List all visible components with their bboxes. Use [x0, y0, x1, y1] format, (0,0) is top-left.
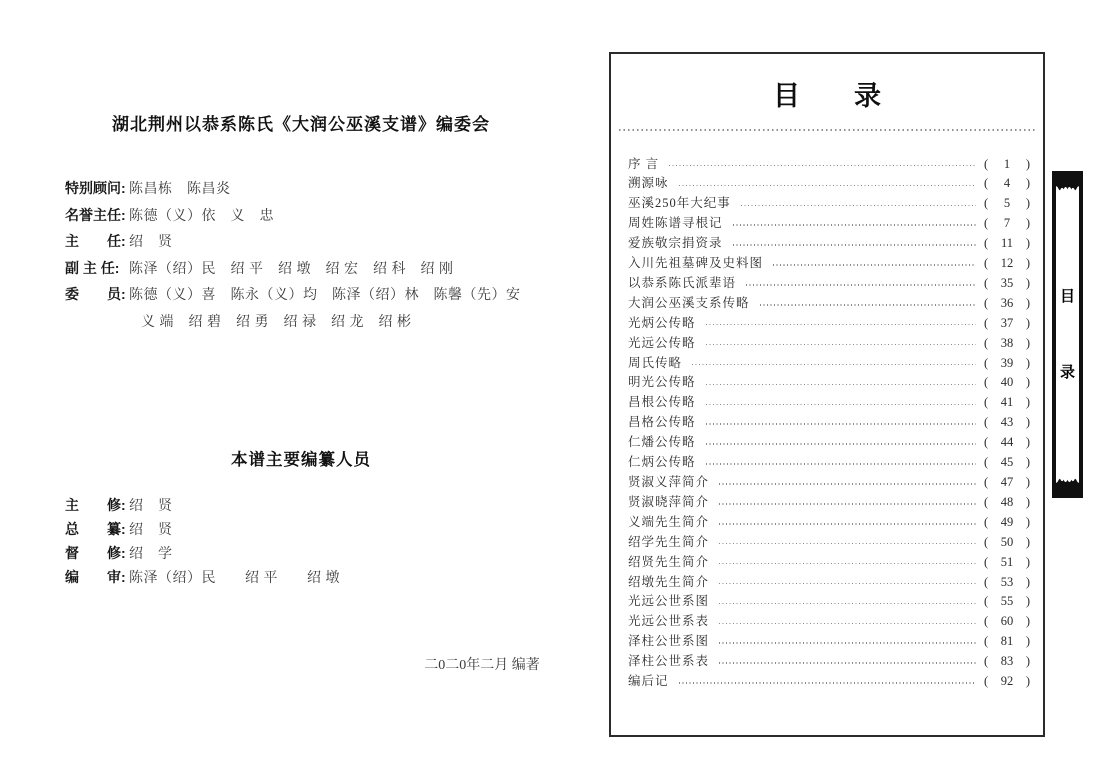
paren-close: ) — [1025, 196, 1030, 211]
role-row — [65, 519, 340, 543]
paren-open: ( — [984, 355, 989, 370]
toc-dot-leader — [719, 483, 976, 485]
paren-open: ( — [984, 196, 989, 211]
toc-page-number: 40 — [1000, 375, 1014, 390]
toc-title: 目 录 — [773, 81, 881, 111]
toc-entry-page — [984, 196, 1030, 211]
role-row — [65, 543, 340, 567]
toc-entry-title: 泽柱公世系表 — [628, 654, 710, 669]
role-label: 委 员: — [65, 286, 126, 302]
role-label: 编 审: — [65, 569, 126, 585]
role-names: 陈昌栋 陈昌炎 — [129, 182, 231, 197]
paren-open: ( — [984, 554, 989, 569]
paren-open: ( — [984, 335, 989, 350]
toc-entry-title: 绍学先生简介 — [628, 534, 710, 549]
toc-page-number: 36 — [1000, 295, 1014, 310]
toc-entry-page — [984, 515, 1030, 530]
toc-entry — [628, 293, 1030, 313]
committee-title: 湖北荆州以恭系陈氏《大润公巫溪支谱》编委会 — [112, 115, 490, 134]
toc-page-number: 41 — [1000, 395, 1014, 410]
role-row — [65, 205, 521, 232]
role-label: 督 修: — [65, 545, 126, 561]
role-names: 绍 贤 — [129, 235, 173, 250]
toc-entry-page — [984, 176, 1030, 191]
toc-page-number: 49 — [1000, 514, 1014, 529]
toc-separator — [619, 129, 1035, 131]
toc-entry-page — [984, 634, 1030, 649]
paren-open: ( — [984, 415, 989, 430]
toc-entry-title: 编后记 — [628, 674, 669, 689]
paren-close: ) — [1025, 654, 1030, 669]
side-tab — [1052, 171, 1083, 498]
toc-entry-title: 光远公世系图 — [628, 594, 710, 609]
toc-entry-page — [984, 555, 1030, 570]
toc-dot-leader — [719, 642, 976, 644]
toc-entry-page — [984, 495, 1030, 510]
side-tab-char-1: 目 — [1059, 289, 1075, 305]
toc-dot-leader — [733, 224, 976, 226]
toc-dot-leader — [679, 682, 976, 684]
toc-entry — [628, 173, 1030, 193]
toc-entry-page — [984, 395, 1030, 410]
toc-dot-leader — [679, 185, 976, 187]
paren-close: ) — [1025, 375, 1030, 390]
toc-entry-title: 泽柱公世系图 — [628, 634, 710, 649]
toc-entry-title: 周氏传略 — [628, 355, 683, 370]
paren-close: ) — [1025, 614, 1030, 629]
paren-close: ) — [1025, 256, 1030, 271]
toc-entry-page — [984, 375, 1030, 390]
toc-page-number: 43 — [1000, 415, 1014, 430]
toc-dot-leader — [719, 662, 976, 664]
toc-entry-title: 昌根公传略 — [628, 395, 696, 410]
toc-page-number: 35 — [1000, 275, 1014, 290]
toc-entry — [628, 333, 1030, 353]
side-tab-char-2: 录 — [1059, 365, 1075, 381]
toc-entry-title: 大润公巫溪支系传略 — [628, 295, 750, 310]
paren-close: ) — [1025, 236, 1030, 251]
toc-dot-leader — [706, 324, 976, 326]
paren-close: ) — [1025, 435, 1030, 450]
toc-entry — [628, 552, 1030, 572]
toc-entry-page — [984, 674, 1030, 689]
paren-open: ( — [984, 176, 989, 191]
paren-open: ( — [984, 395, 989, 410]
scroll-ornament-icon — [1056, 476, 1079, 486]
toc-entry — [628, 492, 1030, 512]
paren-open: ( — [984, 236, 989, 251]
role-names: 陈德（义）依 义 忠 — [129, 208, 274, 224]
toc-entry — [628, 512, 1030, 532]
toc-entry — [628, 392, 1030, 412]
toc-entry-page — [984, 216, 1030, 231]
paren-open: ( — [984, 514, 989, 529]
toc-entry-page — [984, 356, 1030, 371]
paren-close: ) — [1025, 395, 1030, 410]
toc-dot-leader — [760, 304, 976, 306]
paren-close: ) — [1025, 554, 1030, 569]
paren-close: ) — [1025, 355, 1030, 370]
paren-close: ) — [1025, 335, 1030, 350]
toc-entry — [628, 412, 1030, 432]
toc-dot-leader — [746, 284, 976, 286]
toc-dot-leader — [706, 463, 976, 465]
role-row — [65, 258, 521, 285]
paren-open: ( — [984, 295, 989, 310]
paren-close: ) — [1025, 295, 1030, 310]
toc-dot-leader — [741, 205, 976, 207]
toc-entry-title: 昌格公传略 — [628, 415, 696, 430]
paren-close: ) — [1025, 315, 1030, 330]
role-row — [65, 495, 340, 519]
paren-open: ( — [984, 634, 989, 649]
toc-entry-title: 贤淑义萍简介 — [628, 475, 710, 489]
paren-open: ( — [984, 534, 989, 549]
toc-entry-page — [984, 336, 1030, 351]
toc-entry — [628, 193, 1030, 213]
toc-entry — [628, 472, 1030, 492]
toc-entry-page — [984, 575, 1030, 590]
left-page — [62, 0, 540, 767]
toc-entry-title: 绍贤先生简介 — [628, 554, 710, 569]
toc-entry — [628, 353, 1030, 373]
toc-entry — [628, 432, 1030, 452]
role-label: 副 主 任: — [65, 259, 120, 276]
toc-entry-title: 明光公传略 — [628, 375, 696, 390]
paren-close: ) — [1025, 514, 1030, 529]
toc-entry-page — [984, 157, 1030, 172]
toc-entry-page — [984, 316, 1030, 331]
role-label: 主 任: — [65, 233, 126, 249]
toc-entry-title: 仁炳公传略 — [628, 455, 696, 470]
toc-dot-leader — [719, 543, 976, 545]
role-row — [65, 567, 340, 591]
toc-entry — [628, 591, 1030, 611]
paren-open: ( — [984, 494, 989, 509]
toc-dot-leader — [706, 344, 976, 346]
role-label: 总 纂: — [65, 521, 126, 537]
toc-entry-page — [984, 296, 1030, 311]
publication-date: 二0二0年二月 编著 — [424, 658, 540, 673]
toc-page-number: 39 — [1000, 355, 1014, 370]
toc-page-number: 60 — [1000, 614, 1014, 629]
paren-close: ) — [1025, 634, 1030, 649]
toc-entry-page — [984, 475, 1030, 490]
toc-page-number: 81 — [1000, 634, 1014, 649]
paren-close: ) — [1025, 574, 1030, 589]
toc-entry — [628, 372, 1030, 392]
toc-entry-title: 爱族敬宗捐资录 — [628, 236, 723, 251]
toc-entry — [628, 532, 1030, 552]
toc-entry-page — [984, 654, 1030, 669]
role-label: 特别顾问: — [65, 180, 126, 196]
paren-open: ( — [984, 654, 989, 669]
toc-entry-title: 仁燔公传略 — [628, 435, 696, 450]
scroll-ornament-icon — [1056, 183, 1079, 193]
paren-open: ( — [984, 435, 989, 450]
toc-entry-page — [984, 535, 1030, 550]
editors-title: 本谱主要编纂人员 — [231, 451, 371, 469]
toc-dot-leader — [692, 364, 976, 366]
toc-dot-leader — [719, 603, 976, 605]
toc-entry-page — [984, 594, 1030, 609]
toc-page-number: 83 — [1000, 654, 1014, 669]
role-row — [65, 231, 521, 258]
toc-entry-title: 入川先祖墓碑及史料图 — [628, 256, 764, 271]
committee-roles-list — [65, 178, 521, 337]
paren-close: ) — [1025, 475, 1030, 489]
toc-entry-title: 光炳公传略 — [628, 315, 696, 330]
toc-dot-leader — [773, 264, 976, 266]
paren-open: ( — [984, 475, 989, 489]
toc-page-number: 1 — [1003, 156, 1011, 171]
toc-entry-title: 光远公世系表 — [628, 614, 710, 629]
role-row — [65, 178, 521, 205]
toc-dot-leader — [706, 423, 976, 425]
toc-dot-leader — [719, 523, 976, 525]
paren-open: ( — [984, 375, 989, 390]
toc-entry-title: 贤淑晓萍简介 — [628, 494, 710, 509]
toc-dot-leader — [669, 165, 976, 167]
toc-entry — [628, 671, 1030, 691]
toc-dot-leader — [706, 443, 976, 445]
toc-entry-page — [984, 236, 1030, 251]
toc-page-number: 48 — [1000, 494, 1014, 509]
toc-entry-title: 序 言 — [628, 156, 660, 171]
paren-open: ( — [984, 614, 989, 629]
paren-open: ( — [984, 315, 989, 330]
role-names: 陈德（义）喜 陈永（义）均 陈泽（绍）林 陈馨（先）安 — [129, 288, 521, 303]
toc-page-number: 47 — [1000, 475, 1014, 489]
toc-page-number: 38 — [1000, 335, 1014, 350]
paren-open: ( — [984, 275, 989, 290]
toc-page-number: 55 — [1000, 594, 1014, 609]
toc-page — [609, 52, 1045, 737]
role-label: 主 修: — [65, 497, 126, 513]
toc-entry — [628, 273, 1030, 293]
toc-page-number: 45 — [1000, 455, 1014, 470]
toc-page-number: 11 — [1000, 236, 1014, 251]
toc-entry — [628, 631, 1030, 651]
paren-open: ( — [984, 574, 989, 589]
toc-dot-leader — [719, 623, 976, 625]
toc-entry-page — [984, 256, 1030, 271]
side-tab-panel — [1055, 182, 1080, 487]
role-names: 绍 贤 — [129, 523, 173, 538]
paren-close: ) — [1025, 275, 1030, 290]
toc-entry — [628, 213, 1030, 233]
toc-entry — [628, 154, 1030, 174]
toc-page-number: 5 — [1003, 196, 1011, 211]
paren-open: ( — [984, 256, 989, 271]
editor-roles-list — [65, 495, 340, 591]
toc-dot-leader — [719, 563, 976, 565]
role-label: 名誉主任: — [65, 206, 126, 223]
paren-close: ) — [1025, 455, 1030, 470]
paren-close: ) — [1025, 216, 1030, 231]
toc-dot-leader — [719, 503, 976, 505]
toc-page-number: 92 — [1000, 674, 1014, 689]
paren-open: ( — [984, 594, 989, 609]
paren-close: ) — [1025, 415, 1030, 430]
toc-page-number: 12 — [1000, 256, 1014, 271]
role-names: 陈泽（绍）民 绍 平 绍 墩 — [129, 571, 340, 586]
toc-entry — [628, 233, 1030, 253]
toc-entry-title: 光远公传略 — [628, 335, 696, 350]
toc-page-number: 7 — [1003, 216, 1011, 231]
toc-dot-leader — [733, 244, 976, 246]
toc-entry-page — [984, 435, 1030, 450]
toc-page-number: 51 — [1000, 554, 1014, 569]
role-names: 陈泽（绍）民 绍 平 绍 墩 绍 宏 绍 科 绍 刚 — [129, 261, 454, 277]
toc-entry-page — [984, 276, 1030, 291]
role-names-line2: 义 端 绍 碧 绍 勇 绍 禄 绍 龙 绍 彬 — [141, 314, 412, 330]
role-names: 绍 贤 — [129, 499, 173, 514]
toc-page-number: 50 — [1000, 534, 1014, 549]
toc-entry-title: 周姓陈谱寻根记 — [628, 216, 723, 231]
paren-close: ) — [1025, 674, 1030, 689]
toc-page-number: 44 — [1000, 435, 1014, 450]
toc-page-number: 4 — [1003, 176, 1011, 191]
toc-entry-title: 义端先生简介 — [628, 514, 710, 529]
paren-open: ( — [984, 156, 989, 171]
toc-entry-title: 以恭系陈氏派辈语 — [628, 275, 737, 290]
toc-entry-page — [984, 455, 1030, 470]
toc-entry-page — [984, 415, 1030, 430]
toc-entry-title: 巫溪250年大纪事 — [628, 196, 731, 211]
toc-entry-page — [984, 614, 1030, 629]
paren-open: ( — [984, 455, 989, 470]
toc-entry — [628, 611, 1030, 631]
paren-close: ) — [1025, 494, 1030, 509]
toc-page-number: 37 — [1000, 315, 1014, 330]
toc-list — [628, 154, 1030, 691]
paren-close: ) — [1025, 594, 1030, 609]
toc-entry-title: 溯源咏 — [628, 176, 669, 191]
role-names: 绍 学 — [129, 547, 173, 562]
toc-entry — [628, 253, 1030, 273]
paren-open: ( — [984, 216, 989, 231]
toc-page-number: 53 — [1000, 574, 1014, 589]
toc-entry — [628, 452, 1030, 472]
paren-close: ) — [1025, 534, 1030, 549]
toc-dot-leader — [719, 583, 976, 585]
paren-close: ) — [1025, 156, 1030, 171]
toc-entry — [628, 572, 1030, 592]
toc-entry — [628, 651, 1030, 671]
role-row — [65, 284, 521, 311]
toc-dot-leader — [706, 384, 976, 386]
toc-entry-title: 绍墩先生简介 — [628, 574, 710, 589]
toc-dot-leader — [706, 404, 976, 406]
toc-entry — [628, 313, 1030, 333]
paren-close: ) — [1025, 176, 1030, 191]
paren-open: ( — [984, 674, 989, 689]
